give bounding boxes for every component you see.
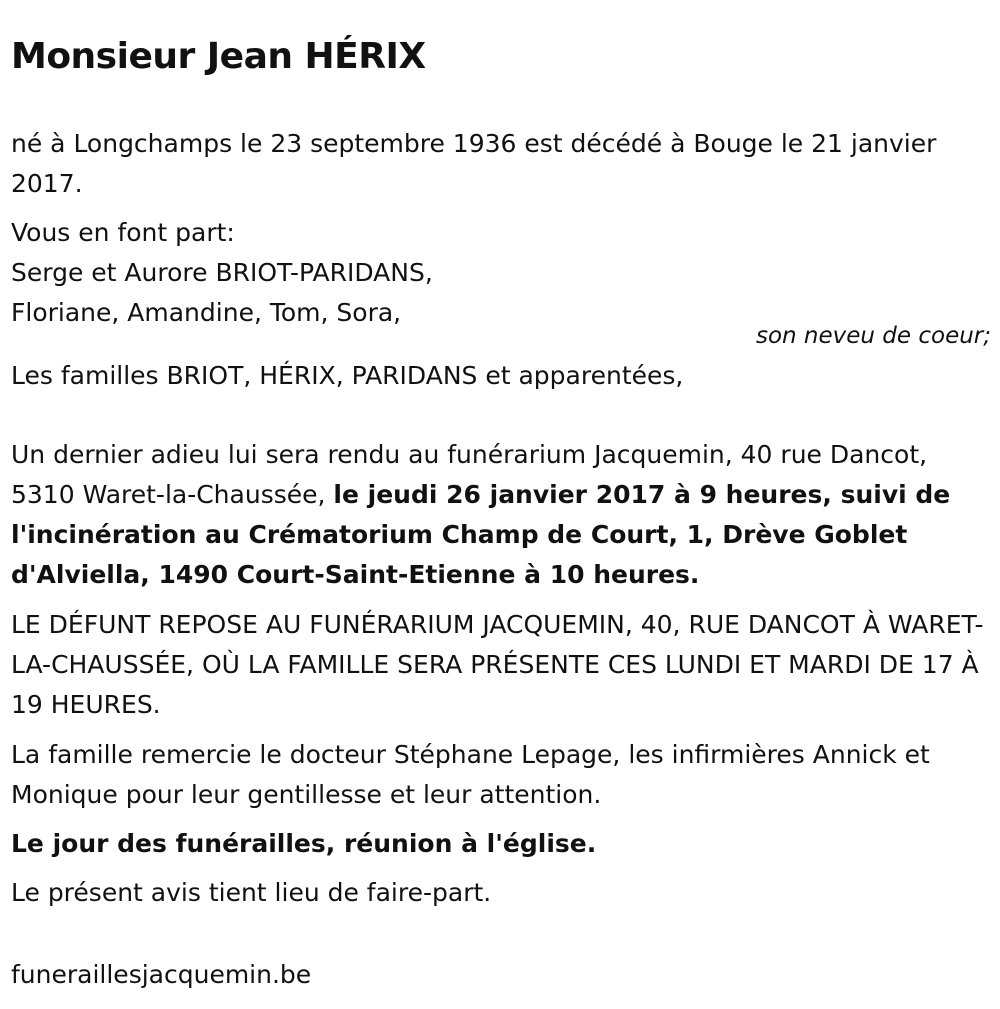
ceremony-paragraph	[11, 435, 986, 595]
announcer-line-1: Serge et Aurore BRIOT-PARIDANS,	[11, 258, 433, 287]
announcer-line-3: Les familles BRIOT, HÉRIX, PARIDANS et apparentées,	[11, 361, 684, 390]
thanks-paragraph: La famille remercie le docteur Stéphane Lepage, les infirmières Annick et Monique pour leur gentillesse et leur attention.	[11, 740, 930, 809]
birth-death-paragraph: né à Longchamps le 23 septembre 1936 est décédé à Bouge le 21 janvier 2017.	[11, 129, 937, 198]
repose-paragraph: LE DÉFUNT REPOSE AU FUNÉRARIUM JACQUEMIN, 40, RUE DANCOT À WARET-LA-CHAUSSÉE, OÙ LA FAMILLE SERA PRÉSENTE CES LUNDI ET MARDI DE 17 À 19 HEURES.	[11, 610, 984, 719]
announcers-block	[11, 213, 986, 333]
announcers-intro: Vous en font part:	[11, 218, 235, 247]
ceremony-bold-text: le jeudi 26 janvier 2017 à 9 heures, suivi de l'incinération au Crématorium Champ de Court, 1, Drève Goblet d'Alviella, 1490 Court-Saint-Etienne à 10 heures.	[11, 480, 951, 589]
page-title: Monsieur Jean HÉRIX	[11, 36, 426, 77]
church-paragraph: Le jour des funérailles, réunion à l'église.	[11, 829, 597, 858]
notice-paragraph: Le présent avis tient lieu de faire-part.	[11, 878, 492, 907]
website-text: funeraillesjacquemin.be	[11, 960, 312, 989]
nephew-note: son neveu de coeur;	[755, 323, 991, 349]
announcer-line-2: Floriane, Amandine, Tom, Sora,	[11, 298, 402, 327]
ceremony-text: Un dernier adieu lui sera rendu au funérarium Jacquemin, 40 rue Dancot, 5310 Waret-la-Chaussée,	[11, 440, 928, 509]
